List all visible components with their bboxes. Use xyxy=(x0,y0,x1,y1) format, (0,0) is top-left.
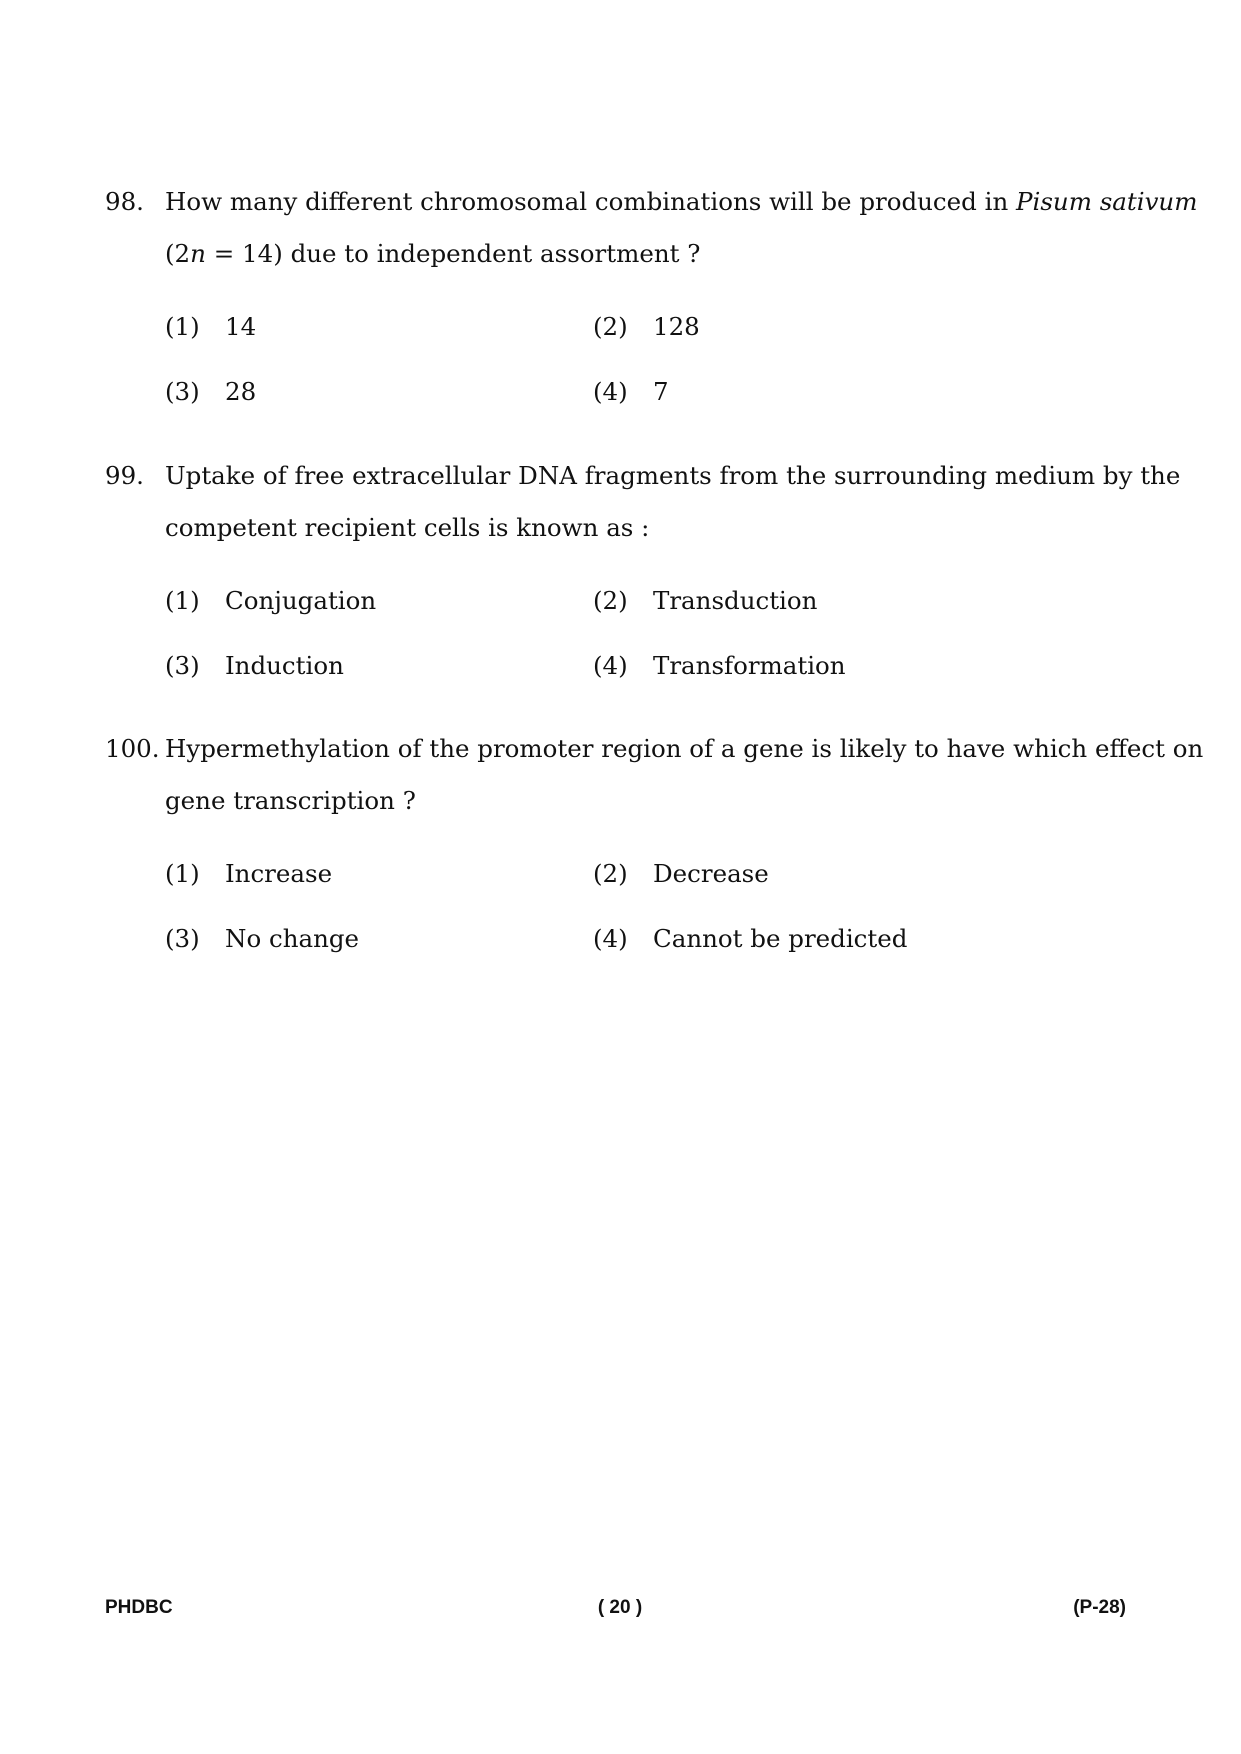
option-text: Induction xyxy=(225,651,344,680)
option-text: No change xyxy=(225,924,360,953)
options-row xyxy=(105,359,1145,424)
option-text: Cannot be predicted xyxy=(653,924,908,953)
footer-code: PHDBC xyxy=(105,1597,173,1618)
options-row xyxy=(105,294,1145,359)
question-text xyxy=(165,176,1198,228)
question-text xyxy=(165,228,1145,280)
question-number: 100. xyxy=(105,734,160,763)
option-number: (3) xyxy=(165,377,200,406)
option-text: 14 xyxy=(225,312,257,341)
option-number: (4) xyxy=(593,651,628,680)
option-text: Conjugation xyxy=(225,586,377,615)
option-text: Transformation xyxy=(653,651,846,680)
question-text: competent recipient cells is known as : xyxy=(165,513,650,542)
option-text: Transduction xyxy=(653,586,818,615)
option-number: (1) xyxy=(165,586,200,615)
option-number: (4) xyxy=(593,924,628,953)
question-line xyxy=(105,502,1145,554)
option-number: (2) xyxy=(593,586,628,615)
option-number: (1) xyxy=(165,859,200,888)
variable-n: n xyxy=(190,239,206,268)
option-text: 128 xyxy=(653,312,700,341)
species-name: Pisum sativum xyxy=(1016,187,1198,216)
question-99 xyxy=(105,450,1181,698)
option-text: 28 xyxy=(225,377,257,406)
option-number: (4) xyxy=(593,377,628,406)
option-number: (2) xyxy=(593,312,628,341)
option-number: (1) xyxy=(165,312,200,341)
question-line xyxy=(105,775,1145,827)
options-row xyxy=(105,841,1145,906)
option-text: Increase xyxy=(225,859,333,888)
question-line xyxy=(105,450,1181,502)
question-line xyxy=(105,176,1198,228)
option-number: (2) xyxy=(593,859,628,888)
options-row xyxy=(105,633,1145,698)
option-number: (3) xyxy=(165,924,200,953)
paper-code: (P-28) xyxy=(1073,1597,1126,1618)
option-number: (3) xyxy=(165,651,200,680)
option-text: Decrease xyxy=(653,859,769,888)
question-text: Uptake of free extracellular DNA fragments from the surrounding medium by the xyxy=(165,461,1181,490)
question-100 xyxy=(105,723,1204,971)
option-text: 7 xyxy=(653,377,669,406)
options-row xyxy=(105,568,1145,633)
question-text-part: How many different chromosomal combinations will be produced in xyxy=(165,187,1009,216)
question-text: Hypermethylation of the promoter region of a gene is likely to have which effect on xyxy=(165,734,1204,763)
question-number: 99. xyxy=(105,461,144,490)
question-line xyxy=(105,723,1204,775)
question-line xyxy=(105,228,1145,280)
options-row xyxy=(105,906,1145,971)
page-number: ( 20 ) xyxy=(597,1597,643,1618)
question-number: 98. xyxy=(105,187,144,216)
question-text-part: (2 xyxy=(165,239,191,268)
question-text: gene transcription ? xyxy=(165,786,416,815)
question-98 xyxy=(105,176,1198,424)
question-text-part: = 14) due to independent assortment ? xyxy=(205,239,701,268)
